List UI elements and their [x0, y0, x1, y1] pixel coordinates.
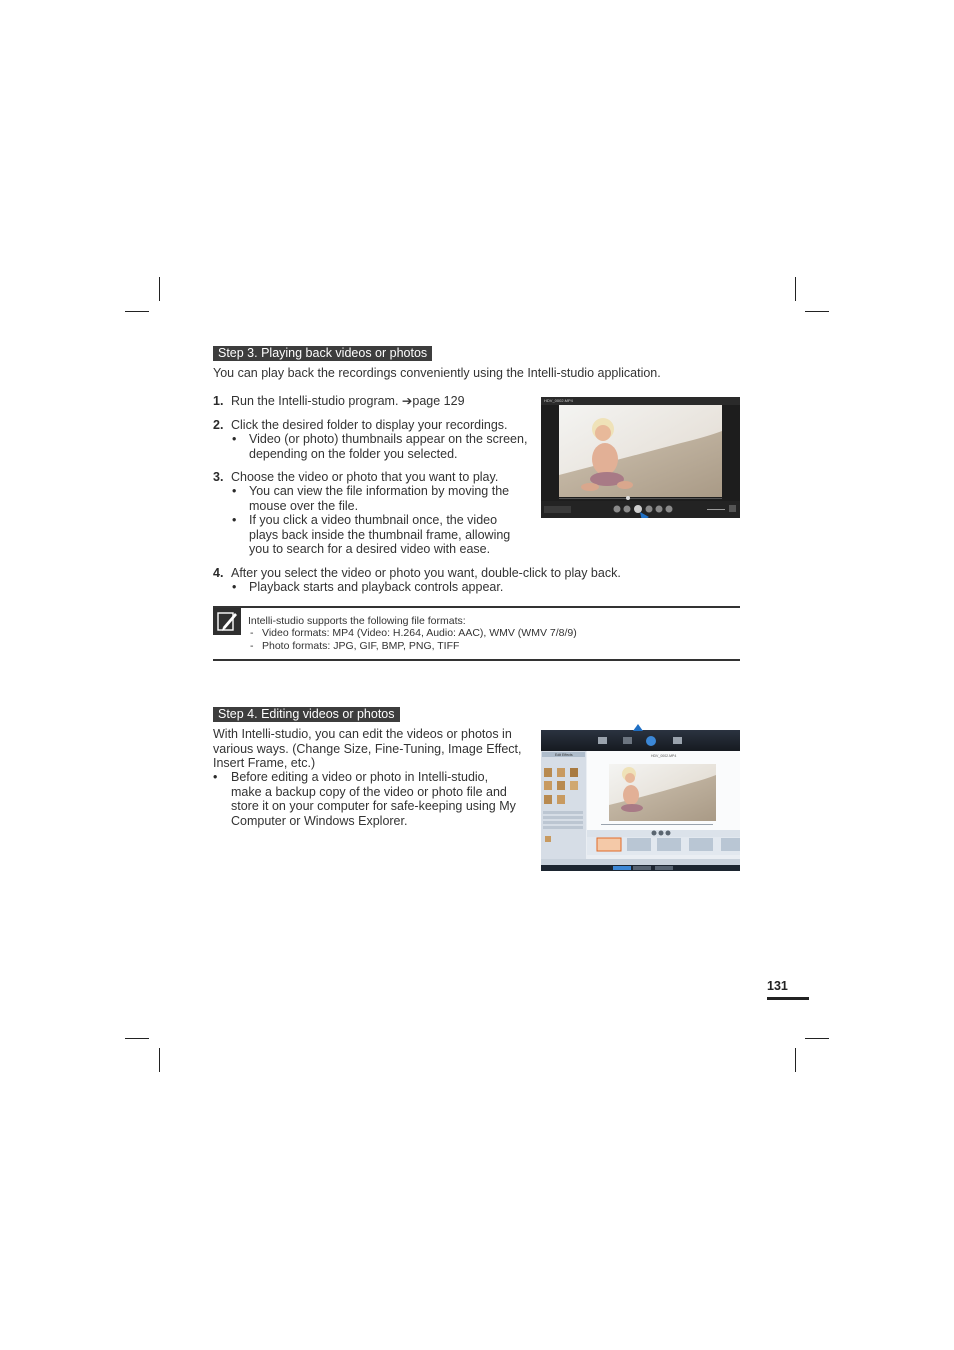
page-number: 131: [767, 979, 788, 993]
step-text: After you select the video or photo you want, double-click to play back.: [231, 566, 621, 580]
crop-mark: [159, 277, 160, 301]
bullet-dot: •: [213, 770, 218, 784]
step3-intro: You can play back the recordings conveniently using the Intelli-studio application.: [213, 366, 661, 380]
edit-title: HDV_0002.MP4: [651, 754, 677, 758]
step-text: Run the Intelli-studio program. ➔page 129: [231, 394, 465, 408]
crop-mark: [125, 1038, 149, 1039]
step-text: Click the desired folder to display your recordings.: [231, 418, 508, 432]
bullet-dot: •: [232, 484, 237, 498]
bullet-text: You can view the file information by moving the mouse over the file.: [249, 484, 510, 513]
step-number: 2.: [213, 418, 224, 432]
player-screenshot: [541, 397, 740, 518]
note-title: Intelli-studio supports the following file formats:: [248, 615, 466, 627]
bullet-text: Before editing a video or photo in Intelli-studio, make a backup copy of the video or photo file and store it on your computer for safe-keeping using My Computer or Windows Explorer.: [231, 770, 516, 828]
crop-mark: [805, 311, 829, 312]
player-title: HDV_0002.MP4: [544, 398, 573, 403]
step-number: 3.: [213, 470, 224, 484]
crop-mark: [805, 1038, 829, 1039]
bullet-dot: •: [232, 580, 237, 594]
pencil-note-icon: [213, 608, 241, 635]
note-line: Photo formats: JPG, GIF, BMP, PNG, TIFF: [262, 640, 460, 652]
bullet-text: If you click a video thumbnail once, the video plays back inside the thumbnail frame, allowing you to search for a desired video with ease.: [249, 513, 511, 557]
note-dash: -: [250, 640, 254, 652]
crop-mark: [795, 1048, 796, 1072]
crop-mark: [159, 1048, 160, 1072]
note-line: Video formats: MP4 (Video: H.264, Audio: AAC), WMV (WMV 7/8/9): [262, 627, 577, 639]
page-number-rule: [767, 997, 809, 1000]
step3-header: Step 3. Playing back videos or photos: [213, 346, 432, 361]
edit-panel-label: Edit Effects: [555, 753, 573, 757]
note-top-rule: [213, 606, 740, 608]
note-icon: [213, 608, 241, 635]
editor-screenshot: [541, 723, 740, 871]
crop-mark: [125, 311, 149, 312]
step-text: Choose the video or photo that you want to play.: [231, 470, 499, 484]
bullet-text: Video (or photo) thumbnails appear on the screen, depending on the folder you selected.: [249, 432, 528, 461]
bullet-text: Playback starts and playback controls appear.: [249, 580, 504, 594]
crop-mark: [795, 277, 796, 301]
step-number: 1.: [213, 394, 224, 408]
step4-intro: With Intelli-studio, you can edit the videos or photos in various ways. (Change Size, Fine-Tuning, Image Effect, Insert Frame, etc.): [213, 727, 522, 771]
note-dash: -: [250, 627, 254, 639]
bullet-dot: •: [232, 432, 237, 446]
step-number: 4.: [213, 566, 224, 580]
note-bottom-rule: [213, 659, 740, 661]
step4-header: Step 4. Editing videos or photos: [213, 707, 400, 722]
bullet-dot: •: [232, 513, 237, 527]
